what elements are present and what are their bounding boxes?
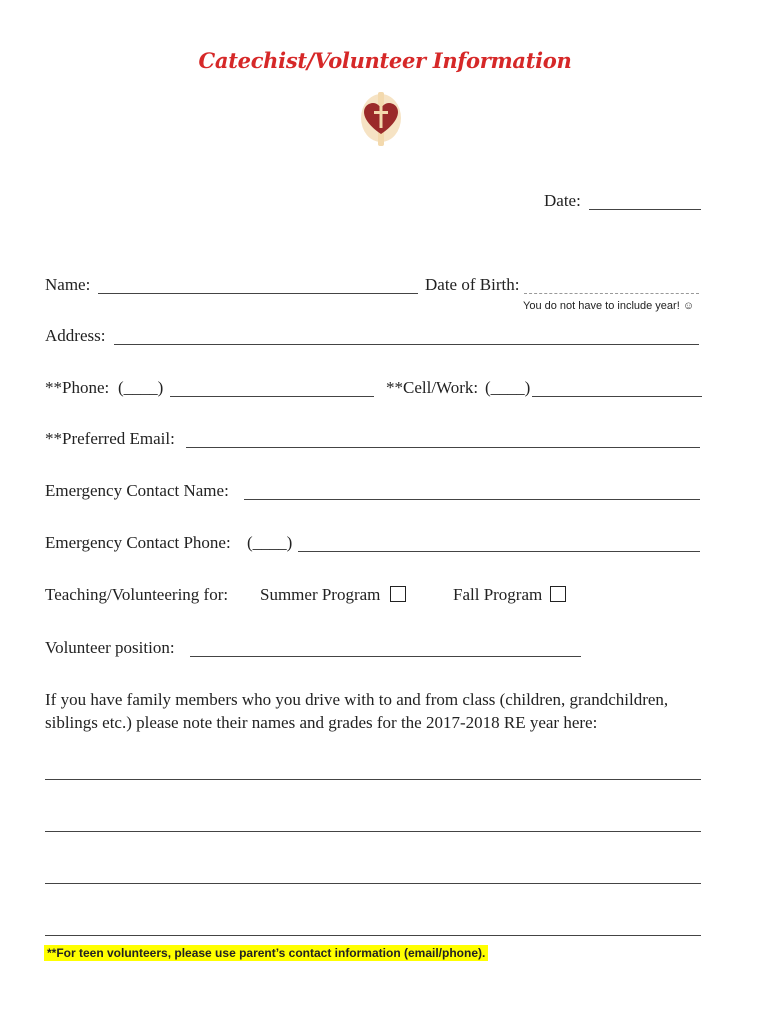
phone-label: **Phone: bbox=[45, 378, 110, 397]
emergency-name-label: Emergency Contact Name: bbox=[45, 481, 229, 500]
teaching-label: Teaching/Volunteering for: bbox=[45, 585, 229, 604]
phone-field[interactable] bbox=[170, 396, 374, 397]
fall-program-checkbox[interactable] bbox=[550, 586, 566, 602]
position-field[interactable] bbox=[190, 656, 581, 657]
dob-label: Date of Birth: bbox=[425, 275, 520, 294]
fall-program-label: Fall Program bbox=[453, 585, 543, 604]
address-label: Address: bbox=[45, 326, 106, 345]
date-label: Date: bbox=[544, 191, 581, 210]
dob-note: You do not have to include year! ☺ bbox=[523, 300, 695, 312]
position-label: Volunteer position: bbox=[45, 638, 175, 657]
name-label: Name: bbox=[45, 275, 91, 294]
cellwork-field[interactable] bbox=[532, 396, 702, 397]
family-answer-line-1[interactable] bbox=[45, 779, 701, 780]
summer-program-checkbox[interactable] bbox=[390, 586, 406, 602]
heart-cross-logo bbox=[359, 88, 403, 150]
cellwork-label: **Cell/Work: bbox=[386, 378, 479, 397]
emergency-name-field[interactable] bbox=[244, 499, 700, 500]
page-title: Catechist/Volunteer Information bbox=[198, 48, 572, 73]
emergency-phone-label: Emergency Contact Phone: bbox=[45, 533, 231, 552]
summer-program-label: Summer Program bbox=[260, 585, 381, 604]
email-label: **Preferred Email: bbox=[45, 429, 175, 448]
cellwork-area-code[interactable]: (____) bbox=[485, 378, 531, 397]
emergency-area-code[interactable]: (____) bbox=[247, 533, 293, 552]
family-instructions: If you have family members who you drive with to and from class (children, grandchildren, siblings etc.) please note their names and grades for the 2017-2018 RE year here: bbox=[45, 690, 669, 732]
dob-field[interactable] bbox=[524, 293, 699, 294]
teen-volunteer-note: **For teen volunteers, please use parent’s contact information (email/phone). bbox=[44, 945, 488, 961]
family-answer-line-4[interactable] bbox=[45, 935, 701, 936]
date-field[interactable] bbox=[589, 209, 701, 210]
emergency-phone-field[interactable] bbox=[298, 551, 700, 552]
family-answer-line-2[interactable] bbox=[45, 831, 701, 832]
phone-area-code[interactable]: (____) bbox=[118, 378, 164, 397]
address-field[interactable] bbox=[114, 344, 699, 345]
name-field[interactable] bbox=[98, 293, 418, 294]
family-answer-line-3[interactable] bbox=[45, 883, 701, 884]
email-field[interactable] bbox=[186, 447, 700, 448]
